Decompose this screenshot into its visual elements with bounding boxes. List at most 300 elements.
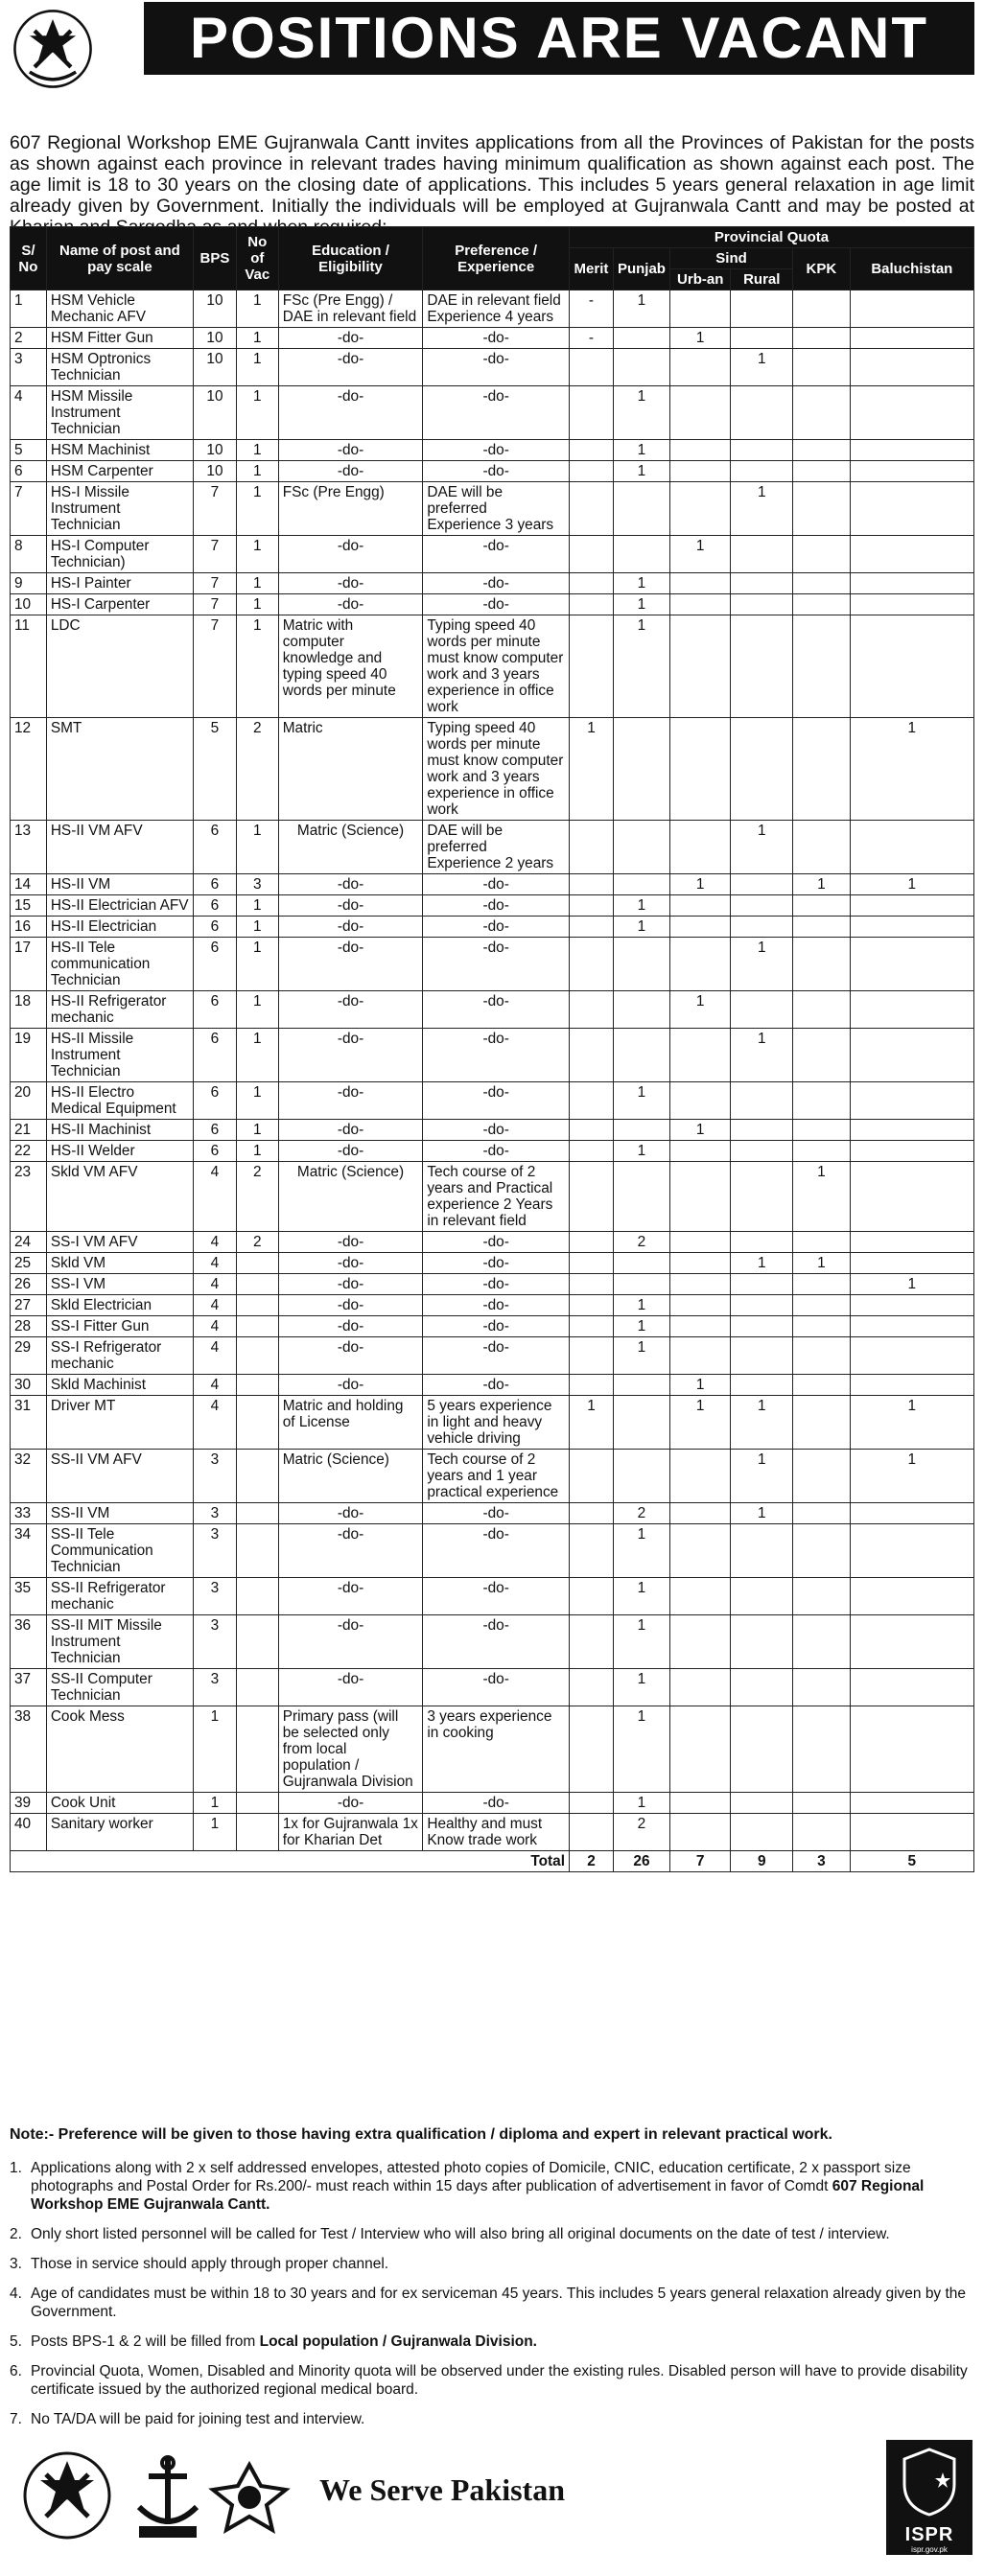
cell-edu: FSc (Pre Engg) <box>278 482 423 536</box>
cell-vac <box>236 1615 278 1669</box>
table-row <box>11 1503 974 1524</box>
cell-sno: 16 <box>11 917 47 938</box>
cell-punjab: 1 <box>613 1295 669 1316</box>
cell-sno: 6 <box>11 461 47 482</box>
cell-vac <box>236 1814 278 1851</box>
cell-kpk <box>793 1669 851 1706</box>
instruction-number: 6. <box>10 2363 22 2379</box>
cell-balu <box>850 1814 973 1851</box>
cell-urban <box>669 615 730 718</box>
air-force-emblem-icon <box>201 2448 297 2543</box>
instruction-text-wrap <box>31 2159 974 2214</box>
cell-merit <box>569 1316 613 1337</box>
cell-merit <box>569 1295 613 1316</box>
cell-merit <box>569 895 613 917</box>
cell-balu <box>850 482 973 536</box>
cell-post: SS-I Refrigerator mechanic <box>46 1337 193 1375</box>
header-urban: Urb-an <box>669 269 730 290</box>
cell-edu: -do- <box>278 1253 423 1274</box>
cell-edu: -do- <box>278 1316 423 1337</box>
cell-kpk: 1 <box>793 1253 851 1274</box>
cell-kpk <box>793 1141 851 1162</box>
cell-vac <box>236 1524 278 1578</box>
cell-vac: 1 <box>236 290 278 328</box>
table-row <box>11 482 974 536</box>
cell-balu <box>850 1503 973 1524</box>
cell-edu: -do- <box>278 1669 423 1706</box>
cell-punjab <box>613 1029 669 1082</box>
cell-balu <box>850 991 973 1029</box>
cell-sno: 32 <box>11 1450 47 1503</box>
cell-edu: -do- <box>278 573 423 594</box>
cell-kpk <box>793 482 851 536</box>
cell-merit <box>569 1274 613 1295</box>
table-row <box>11 1120 974 1141</box>
cell-post: HS-II Tele communication Technician <box>46 938 193 991</box>
cell-post: HSM Fitter Gun <box>46 328 193 349</box>
cell-bps: 6 <box>194 1120 237 1141</box>
cell-pref: -do- <box>423 573 570 594</box>
cell-urban <box>669 461 730 482</box>
vacancy-table-body <box>11 290 974 1851</box>
cell-vac <box>236 1295 278 1316</box>
cell-urban <box>669 821 730 874</box>
cell-rural <box>731 536 793 573</box>
cell-balu: 1 <box>850 718 973 821</box>
ispr-text: ISPR <box>904 2524 954 2545</box>
cell-vac: 1 <box>236 386 278 440</box>
header-edu: Education / Eligibility <box>278 227 423 290</box>
cell-post: Skld VM <box>46 1253 193 1274</box>
table-row <box>11 386 974 440</box>
advertisement-page <box>10 0 974 2576</box>
cell-balu <box>850 1029 973 1082</box>
cell-punjab: 1 <box>613 1669 669 1706</box>
cell-edu: -do- <box>278 461 423 482</box>
cell-sno: 14 <box>11 874 47 895</box>
cell-punjab <box>613 938 669 991</box>
cell-urban: 1 <box>669 991 730 1029</box>
cell-rural <box>731 594 793 615</box>
table-row <box>11 536 974 573</box>
cell-edu: -do- <box>278 874 423 895</box>
total-label: Total <box>11 1851 570 1872</box>
cell-balu: 1 <box>850 874 973 895</box>
cell-punjab: 1 <box>613 895 669 917</box>
instruction-bold-text: Local population / Gujranwala Division. <box>259 2333 537 2350</box>
cell-balu <box>850 1615 973 1669</box>
cell-rural <box>731 1524 793 1578</box>
cell-merit <box>569 536 613 573</box>
cell-rural <box>731 917 793 938</box>
cell-sno: 30 <box>11 1375 47 1396</box>
cell-edu: -do- <box>278 895 423 917</box>
cell-post: Cook Unit <box>46 1793 193 1814</box>
instructions-list <box>10 2159 974 2440</box>
instruction-text: Applications along with 2 x self addressed envelopes, attested photo copies of Domicile, CNIC, education certificate, 2 x passport size photographs and Postal Order for Rs.200/- must reach within 15 days after publication of advertisement in favor of Comdt <box>31 2160 911 2194</box>
cell-punjab: 1 <box>613 1141 669 1162</box>
cell-merit <box>569 461 613 482</box>
header-punjab: Punjab <box>613 248 669 290</box>
cell-vac <box>236 1578 278 1615</box>
cell-urban: 1 <box>669 1396 730 1450</box>
cell-post: HS-I Painter <box>46 573 193 594</box>
cell-pref: -do- <box>423 874 570 895</box>
cell-edu: -do- <box>278 917 423 938</box>
cell-bps: 3 <box>194 1578 237 1615</box>
instruction-item <box>10 2225 974 2243</box>
cell-rural: 1 <box>731 349 793 386</box>
cell-edu: -do- <box>278 594 423 615</box>
cell-post: HSM Optronics Technician <box>46 349 193 386</box>
cell-bps: 6 <box>194 938 237 991</box>
cell-post: HS-II Electro Medical Equipment <box>46 1082 193 1120</box>
cell-pref: -do- <box>423 349 570 386</box>
table-row <box>11 1029 974 1082</box>
cell-bps: 7 <box>194 536 237 573</box>
cell-punjab: 1 <box>613 1316 669 1337</box>
table-row <box>11 1793 974 1814</box>
cell-balu <box>850 821 973 874</box>
cell-urban <box>669 1450 730 1503</box>
cell-kpk <box>793 1375 851 1396</box>
cell-punjab: 1 <box>613 1615 669 1669</box>
cell-balu <box>850 1793 973 1814</box>
cell-bps: 6 <box>194 991 237 1029</box>
cell-kpk <box>793 1503 851 1524</box>
cell-pref: Tech course of 2 years and 1 year practical experience <box>423 1450 570 1503</box>
cell-punjab <box>613 349 669 386</box>
table-row <box>11 1615 974 1669</box>
cell-balu <box>850 895 973 917</box>
cell-sno: 39 <box>11 1793 47 1814</box>
cell-kpk <box>793 594 851 615</box>
cell-punjab <box>613 1162 669 1232</box>
cell-rural <box>731 1337 793 1375</box>
cell-bps: 4 <box>194 1316 237 1337</box>
cell-bps: 3 <box>194 1503 237 1524</box>
cell-vac: 1 <box>236 536 278 573</box>
header-bps: BPS <box>194 227 237 290</box>
cell-pref: -do- <box>423 594 570 615</box>
cell-vac <box>236 1669 278 1706</box>
cell-urban: 1 <box>669 874 730 895</box>
cell-pref: -do- <box>423 1669 570 1706</box>
cell-balu <box>850 1232 973 1253</box>
cell-sno: 9 <box>11 573 47 594</box>
cell-bps: 4 <box>194 1295 237 1316</box>
army-emblem-icon <box>19 2448 115 2543</box>
cell-kpk <box>793 461 851 482</box>
cell-balu <box>850 440 973 461</box>
cell-post: LDC <box>46 615 193 718</box>
cell-post: HSM Carpenter <box>46 461 193 482</box>
cell-edu: Matric <box>278 718 423 821</box>
cell-urban <box>669 482 730 536</box>
cell-kpk <box>793 1316 851 1337</box>
cell-urban <box>669 1029 730 1082</box>
cell-balu <box>850 1524 973 1578</box>
cell-pref: -do- <box>423 1524 570 1578</box>
total-row <box>11 1851 974 1872</box>
cell-vac: 1 <box>236 440 278 461</box>
cell-rural: 1 <box>731 1029 793 1082</box>
cell-punjab: 1 <box>613 594 669 615</box>
cell-rural <box>731 1120 793 1141</box>
cell-rural: 1 <box>731 1450 793 1503</box>
cell-merit <box>569 1253 613 1274</box>
cell-merit <box>569 1450 613 1503</box>
cell-kpk <box>793 1029 851 1082</box>
cell-balu <box>850 1253 973 1274</box>
cell-kpk <box>793 718 851 821</box>
cell-sno: 29 <box>11 1337 47 1375</box>
table-row <box>11 1524 974 1578</box>
cell-rural: 1 <box>731 1253 793 1274</box>
cell-balu <box>850 1706 973 1793</box>
cell-sno: 33 <box>11 1503 47 1524</box>
cell-bps: 10 <box>194 386 237 440</box>
cell-pref: -do- <box>423 1120 570 1141</box>
cell-bps: 10 <box>194 461 237 482</box>
cell-merit <box>569 1578 613 1615</box>
cell-merit <box>569 1232 613 1253</box>
cell-urban <box>669 1503 730 1524</box>
cell-punjab: 1 <box>613 573 669 594</box>
cell-post: HS-II VM <box>46 874 193 895</box>
cell-merit <box>569 991 613 1029</box>
cell-merit <box>569 1615 613 1669</box>
cell-post: HS-II Missile Instrument Technician <box>46 1029 193 1082</box>
cell-sno: 40 <box>11 1814 47 1851</box>
cell-vac: 1 <box>236 615 278 718</box>
cell-sno: 10 <box>11 594 47 615</box>
cell-urban <box>669 440 730 461</box>
cell-balu: 1 <box>850 1274 973 1295</box>
cell-post: HS-I Computer Technician) <box>46 536 193 573</box>
cell-kpk <box>793 1337 851 1375</box>
cell-merit <box>569 1793 613 1814</box>
cell-pref: -do- <box>423 938 570 991</box>
cell-post: SS-II MIT Missile Instrument Technician <box>46 1615 193 1669</box>
cell-pref: 3 years experience in cooking <box>423 1706 570 1793</box>
cell-merit: - <box>569 290 613 328</box>
cell-punjab: 1 <box>613 1706 669 1793</box>
cell-urban: 1 <box>669 328 730 349</box>
cell-urban <box>669 1274 730 1295</box>
intro-paragraph: 607 Regional Workshop EME Gujranwala Cantt invites applications from all the Provinces of Pakistan for the posts as shown against each province in relevant trades having minimum qualification as shown against each post. The age limit is 18 to 30 years on the closing date of applications. This includes 5 years general relaxation in age limit already given by Government. Initially the individuals will be employed at Gujranwala Cantt and may be posted at <box>10 132 974 217</box>
cell-kpk <box>793 1082 851 1120</box>
cell-bps: 4 <box>194 1375 237 1396</box>
table-row <box>11 1253 974 1274</box>
cell-edu: -do- <box>278 991 423 1029</box>
cell-post: HS-I Carpenter <box>46 594 193 615</box>
cell-punjab: 2 <box>613 1814 669 1851</box>
cell-kpk <box>793 1524 851 1578</box>
cell-pref: -do- <box>423 1141 570 1162</box>
table-row <box>11 1578 974 1615</box>
cell-rural <box>731 991 793 1029</box>
cell-urban <box>669 573 730 594</box>
cell-sno: 13 <box>11 821 47 874</box>
cell-punjab <box>613 821 669 874</box>
cell-punjab: 1 <box>613 1082 669 1120</box>
cell-punjab: 1 <box>613 386 669 440</box>
cell-vac <box>236 1706 278 1793</box>
table-row <box>11 1450 974 1503</box>
cell-punjab: 1 <box>613 290 669 328</box>
cell-punjab: 1 <box>613 1793 669 1814</box>
table-row <box>11 1337 974 1375</box>
cell-pref: -do- <box>423 1615 570 1669</box>
cell-urban <box>669 1524 730 1578</box>
instruction-item <box>10 2255 974 2273</box>
cell-balu: 1 <box>850 1396 973 1450</box>
cell-merit <box>569 573 613 594</box>
cell-merit <box>569 1082 613 1120</box>
cell-kpk <box>793 821 851 874</box>
cell-edu: -do- <box>278 440 423 461</box>
cell-bps: 7 <box>194 594 237 615</box>
cell-sno: 34 <box>11 1524 47 1578</box>
cell-balu <box>850 328 973 349</box>
cell-urban <box>669 1669 730 1706</box>
cell-edu: -do- <box>278 1274 423 1295</box>
cell-post: HS-II Electrician AFV <box>46 895 193 917</box>
cell-rural <box>731 895 793 917</box>
instruction-text: Only short listed personnel will be called for Test / Interview who will also bring all original documents on the date of test / interview. <box>31 2226 890 2242</box>
cell-punjab <box>613 536 669 573</box>
ispr-logo <box>886 2440 972 2555</box>
cell-sno: 5 <box>11 440 47 461</box>
instruction-text-wrap <box>31 2285 974 2321</box>
cell-sno: 38 <box>11 1706 47 1793</box>
header-rural: Rural <box>731 269 793 290</box>
cell-rural <box>731 290 793 328</box>
cell-rural <box>731 1274 793 1295</box>
cell-merit <box>569 1524 613 1578</box>
cell-post: Skld Electrician <box>46 1295 193 1316</box>
cell-sno: 3 <box>11 349 47 386</box>
table-row <box>11 573 974 594</box>
cell-punjab <box>613 1375 669 1396</box>
instruction-item <box>10 2285 974 2321</box>
cell-sno: 28 <box>11 1316 47 1337</box>
cell-pref: -do- <box>423 1029 570 1082</box>
cell-sno: 31 <box>11 1396 47 1450</box>
cell-pref: -do- <box>423 1274 570 1295</box>
cell-bps: 6 <box>194 874 237 895</box>
header-merit: Merit <box>569 248 613 290</box>
table-row <box>11 1295 974 1316</box>
cell-balu <box>850 938 973 991</box>
cell-pref: -do- <box>423 461 570 482</box>
cell-edu: -do- <box>278 349 423 386</box>
cell-vac: 1 <box>236 821 278 874</box>
table-row <box>11 1814 974 1851</box>
cell-bps: 10 <box>194 440 237 461</box>
cell-punjab <box>613 1120 669 1141</box>
header <box>10 0 974 105</box>
page-title: POSITIONS ARE VACANT <box>144 2 974 75</box>
table-row <box>11 718 974 821</box>
cell-rural: 1 <box>731 1503 793 1524</box>
instruction-number: 5. <box>10 2333 22 2350</box>
cell-urban <box>669 1793 730 1814</box>
cell-bps: 3 <box>194 1615 237 1669</box>
cell-sno: 4 <box>11 386 47 440</box>
cell-merit <box>569 1141 613 1162</box>
preference-note: Note:- Preference will be given to those having extra qualification / diploma and expert in relevant practical work. <box>10 2126 832 2143</box>
cell-sno: 12 <box>11 718 47 821</box>
cell-balu: 1 <box>850 1450 973 1503</box>
cell-punjab: 1 <box>613 1524 669 1578</box>
cell-bps: 3 <box>194 1524 237 1578</box>
cell-vac <box>236 1503 278 1524</box>
cell-urban <box>669 1706 730 1793</box>
cell-edu: -do- <box>278 1029 423 1082</box>
cell-post: HSM Missile Instrument Technician <box>46 386 193 440</box>
table-row <box>11 1232 974 1253</box>
cell-vac: 1 <box>236 1082 278 1120</box>
cell-rural <box>731 1375 793 1396</box>
cell-merit <box>569 1503 613 1524</box>
cell-kpk <box>793 938 851 991</box>
cell-vac: 1 <box>236 991 278 1029</box>
cell-pref: -do- <box>423 1082 570 1120</box>
cell-edu: Matric (Science) <box>278 1450 423 1503</box>
cell-post: Skld VM AFV <box>46 1162 193 1232</box>
cell-vac: 1 <box>236 1120 278 1141</box>
cell-kpk <box>793 615 851 718</box>
total-urban: 7 <box>669 1851 730 1872</box>
table-row <box>11 1396 974 1450</box>
cell-pref: Typing speed 40 words per minute must know computer work and 3 years experience in office work <box>423 615 570 718</box>
cell-sno: 18 <box>11 991 47 1029</box>
table-row <box>11 440 974 461</box>
cell-vac <box>236 1375 278 1396</box>
table-row <box>11 874 974 895</box>
cell-bps: 1 <box>194 1814 237 1851</box>
cell-merit <box>569 1375 613 1396</box>
cell-urban: 1 <box>669 1375 730 1396</box>
total-punjab: 26 <box>613 1851 669 1872</box>
cell-post: HS-I Missile Instrument Technician <box>46 482 193 536</box>
cell-balu <box>850 1120 973 1141</box>
cell-edu: 1x for Gujranwala 1x for Kharian Det <box>278 1814 423 1851</box>
cell-punjab <box>613 1396 669 1450</box>
table-row <box>11 895 974 917</box>
cell-urban <box>669 1141 730 1162</box>
cell-urban <box>669 594 730 615</box>
cell-kpk <box>793 895 851 917</box>
table-row <box>11 615 974 718</box>
cell-post: HSM Machinist <box>46 440 193 461</box>
cell-balu <box>850 1082 973 1120</box>
header-sind: Sind <box>669 248 792 269</box>
cell-punjab: 1 <box>613 615 669 718</box>
cell-balu <box>850 1375 973 1396</box>
table-row <box>11 917 974 938</box>
cell-vac: 1 <box>236 573 278 594</box>
cell-edu: -do- <box>278 938 423 991</box>
cell-pref: DAE will be preferred Experience 2 years <box>423 821 570 874</box>
cell-sno: 24 <box>11 1232 47 1253</box>
cell-rural <box>731 1141 793 1162</box>
cell-pref: -do- <box>423 1503 570 1524</box>
cell-rural <box>731 461 793 482</box>
cell-pref: -do- <box>423 1375 570 1396</box>
